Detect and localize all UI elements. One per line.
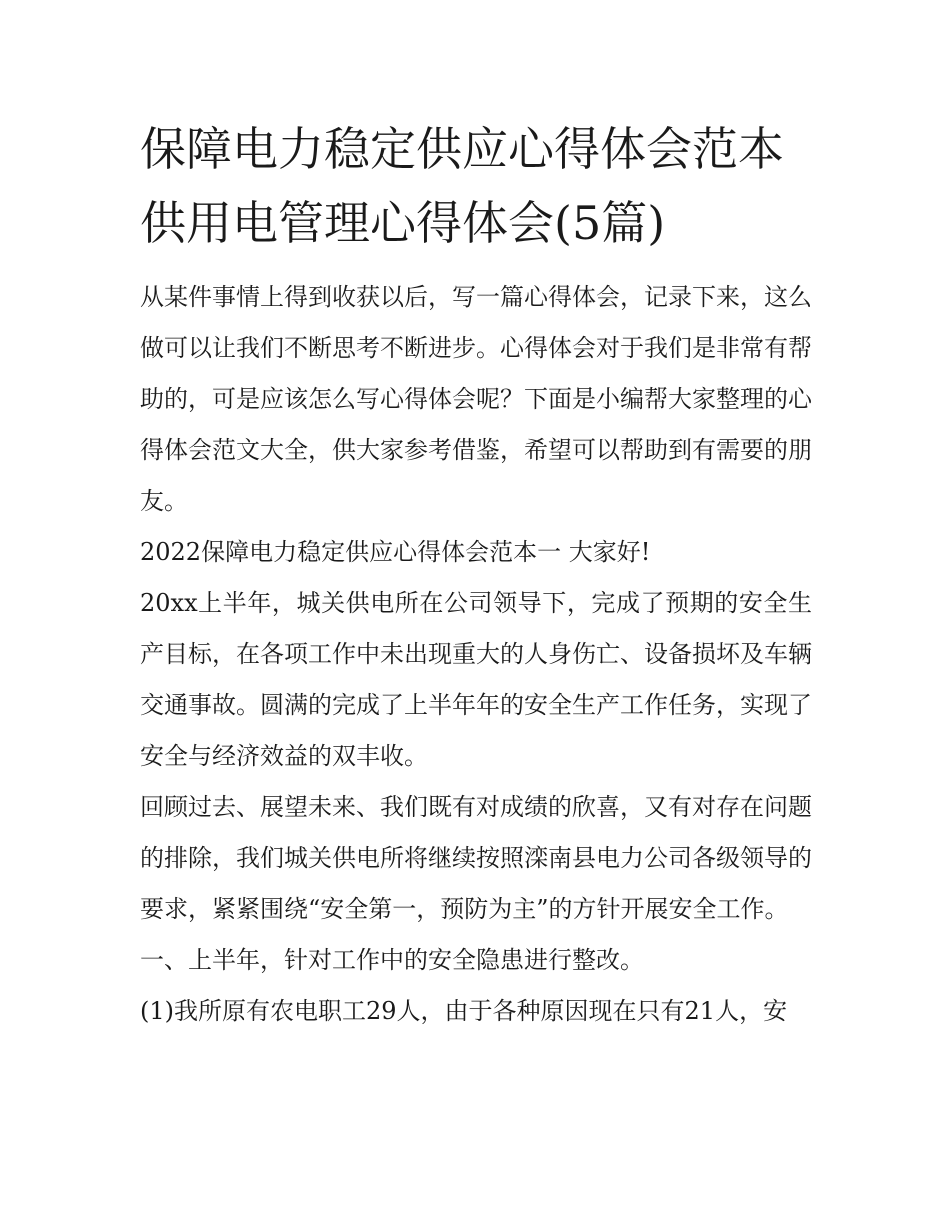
body-paragraph: 回顾过去、展望未来、我们既有对成绩的欣喜，又有对存在问题的排除，我们城关供电所将继续按照滦南县电力公司各级领导的要求，紧紧围绕“安全第一，预防为主”的方针开展安全工作。 <box>140 793 812 923</box>
body-paragraph: (1)我所原有农电职工29人，由于各种原因现在只有21人，安 <box>140 997 788 1025</box>
intro-paragraph: 从某件事情上得到收获以后，写一篇心得体会，记录下来，这么做可以让我们不断思考不断进步。心得体会对于我们是非常有帮助的，可是应该怎么写心得体会呢？下面是小编帮大家整理的心得体会范文大全，供大家参考借鉴，希望可以帮助到有需要的朋友。 <box>140 283 812 515</box>
section-heading-paragraph: 2022保障电力稳定供应心得体会范本一 大家好! <box>140 538 651 566</box>
document-title: 保障电力稳定供应心得体会范本 供用电管理心得体会(5篇) <box>140 122 784 250</box>
body-paragraph: 20xx上半年，城关供电所在公司领导下，完成了预期的安全生产目标，在各项工作中未出现重大的人身伤亡、设备损坏及车辆交通事故。圆满的完成了上半年年的安全生产工作任务，实现了安全与经济效益的双丰收。 <box>140 589 812 770</box>
document-body <box>140 112 812 1037</box>
list-heading-paragraph: 一、上半年，针对工作中的安全隐患进行整改。 <box>140 946 644 974</box>
